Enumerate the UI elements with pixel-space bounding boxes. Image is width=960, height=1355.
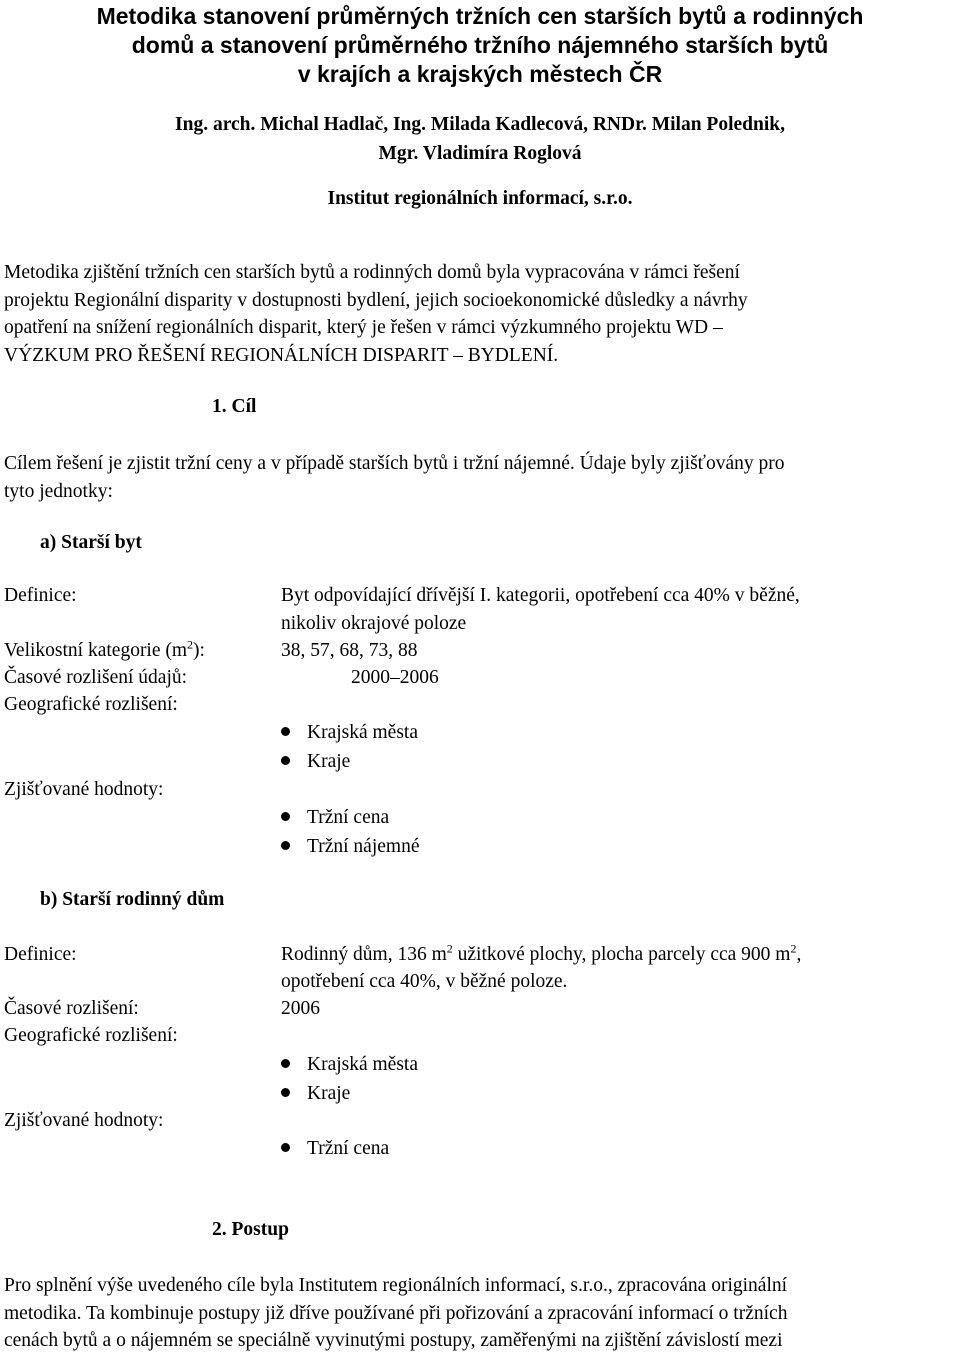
house-time-label: Časové rozlišení: [4, 998, 139, 1019]
bullet-icon [281, 756, 290, 765]
list-item [281, 836, 419, 858]
bullet-icon [281, 812, 290, 821]
section1-line: Cílem řešení je zjistit tržní ceny a v případě starších bytů i tržní nájemné. Údaje byly zjišťovány pro [4, 453, 785, 474]
house-definition-label: Definice: [4, 944, 77, 965]
section1-heading: 1. Cíl [212, 396, 257, 417]
section1-line: tyto jednotky: [4, 480, 113, 502]
section2-line: metodika. Ta kombinuje postupy již dříve používané při pořizování a zpracování informací o tržních [4, 1302, 788, 1324]
authors-line: Mgr. Vladimíra Roglová [378, 143, 582, 164]
title-line: Metodika stanovení průměrných tržních cen starších bytů a rodinných [96, 3, 864, 29]
title-line: domů a stanovení průměrného tržního nájemného starších bytů [131, 32, 829, 58]
list-item [281, 1138, 389, 1160]
flat-definition-line: Byt odpovídající dřívější I. kategorii, opotřebení cca 40% v běžné, [281, 585, 800, 606]
definition-text: užitkové plochy, plocha parcely cca 900 m [452, 944, 791, 965]
definition-text: Rodinný dům, 136 m [281, 944, 447, 965]
list-item-text: Tržní nájemné [307, 836, 420, 857]
flat-time-value: 2000–2006 [351, 667, 439, 688]
size-label-end: ): [193, 640, 205, 661]
list-item-text: Tržní cena [307, 1138, 390, 1159]
authors [0, 110, 960, 168]
list-item-text: Tržní cena [307, 807, 390, 828]
house-time-value: 2006 [281, 998, 320, 1019]
authors-line: Ing. arch. Michal Hadlač, Ing. Milada Kadlecová, RNDr. Milan Polednik, [175, 114, 785, 135]
intro-line: projektu Regionální disparity v dostupnosti bydlení, jejich socioekonomické důsledky a návrhy [4, 289, 748, 311]
section2-heading: 2. Postup [212, 1219, 289, 1240]
list-item [281, 722, 418, 744]
flat-definition-label: Definice: [4, 585, 77, 606]
flat-size-value: 38, 57, 68, 73, 88 [281, 640, 418, 661]
list-item [281, 751, 350, 773]
bullet-icon [281, 1143, 290, 1152]
size-label-text: Velikostní kategorie (m [4, 640, 188, 661]
house-definition-line [281, 941, 802, 966]
list-item [281, 1054, 418, 1076]
title-line: v krajích a krajských městech ČR [297, 61, 663, 87]
house-values-label: Zjišťované hodnoty: [4, 1110, 164, 1131]
intro-line: Metodika zjištění tržních cen starších bytů a rodinných domů byla vypracována v rámci řešení [4, 262, 740, 283]
section2-paragraph [4, 1272, 956, 1355]
house-definition-line: opotřebení cca 40%, v běžné poloze. [281, 971, 568, 992]
list-item-text: Krajská města [307, 722, 419, 743]
bullet-icon [281, 1059, 290, 1068]
section1-paragraph [4, 450, 956, 505]
flat-size-label [4, 637, 205, 662]
definition-text: , [796, 944, 802, 965]
definition-sup: 2 [790, 941, 797, 956]
document-title [0, 2, 960, 89]
bullet-icon [281, 1088, 290, 1097]
flat-values-label: Zjišťované hodnoty: [4, 779, 164, 800]
house-geo-label: Geografické rozlišení: [4, 1025, 178, 1046]
list-item-text: Krajská města [307, 1054, 419, 1075]
list-item-text: Kraje [307, 751, 351, 772]
definition-sup: 2 [446, 941, 453, 956]
size-label-sup: 2 [187, 637, 194, 652]
flat-definition-line: nikoliv okrajové poloze [281, 613, 467, 634]
list-item [281, 807, 389, 829]
list-item-text: Kraje [307, 1083, 351, 1104]
section2-line: Pro splnění výše uvedeného cíle byla Institutem regionálních informací, s.r.o., zpracována originální [4, 1275, 788, 1296]
house-heading: b) Starší rodinný dům [40, 889, 225, 910]
intro-line: opatření na snížení regionálních disparit, který je řešen v rámci výzkumného projektu WD – [4, 317, 723, 338]
flat-time-label: Časové rozlišení údajů: [4, 667, 188, 688]
intro-paragraph [4, 259, 956, 369]
section2-line: cenách bytů a o nájemném se speciálně vyvinutými postupy, zaměřenými na zjištění závislostí mezi [4, 1330, 783, 1351]
bullet-icon [281, 727, 290, 736]
bullet-icon [281, 841, 290, 850]
intro-line: VÝZKUM PRO ŘEŠENÍ REGIONÁLNÍCH DISPARIT – BYDLENÍ. [4, 344, 559, 366]
list-item [281, 1083, 350, 1105]
flat-geo-label: Geografické rozlišení: [4, 694, 178, 715]
flat-heading: a) Starší byt [40, 532, 142, 553]
institute: Institut regionálních informací, s.r.o. [327, 188, 633, 209]
